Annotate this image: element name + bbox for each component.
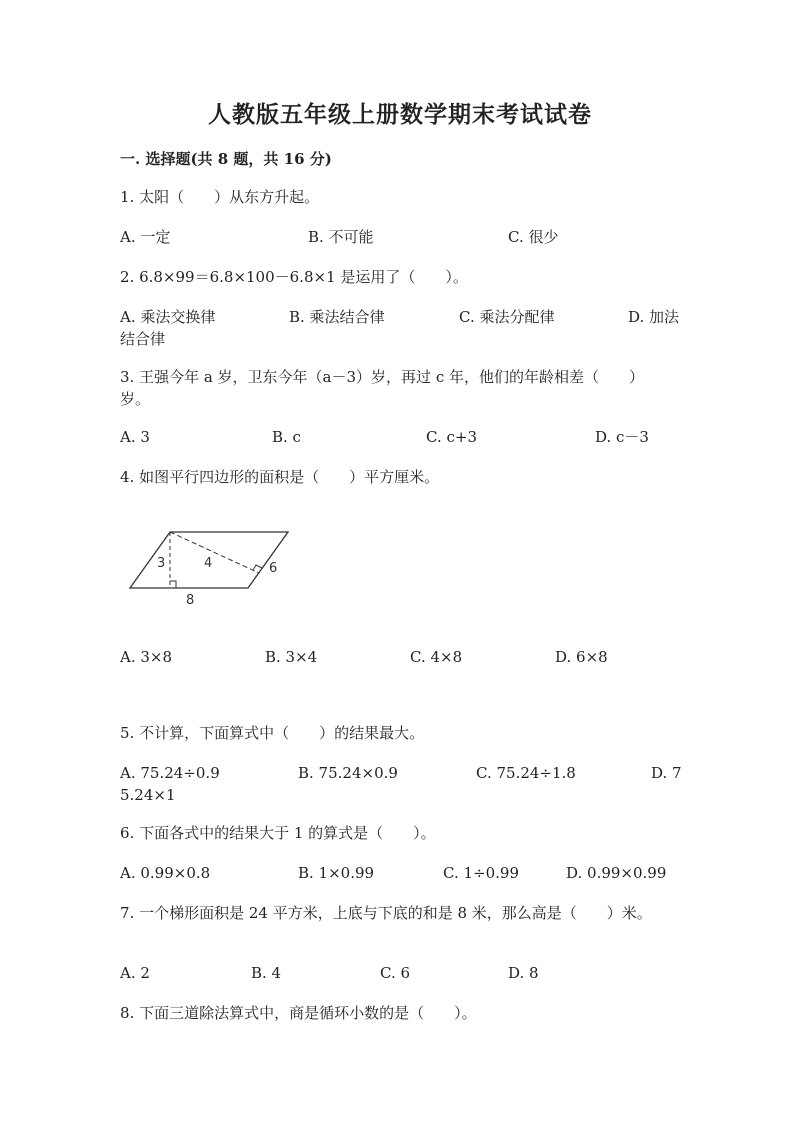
q2-option-d-continued: 结合律 <box>120 330 166 348</box>
label-height-3: 3 <box>157 556 166 571</box>
parallelogram-figure <box>120 520 300 610</box>
question-6: 6. 下面各式中的结果大于 1 的算式是（ ）。 <box>120 824 436 842</box>
q6-option-b: B. 1×0.99 <box>298 864 375 882</box>
q6-option-a: A. 0.99×0.8 <box>120 864 211 882</box>
question-1: 1. 太阳（ ）从东方升起。 <box>120 188 320 206</box>
q5-option-b: B. 75.24×0.9 <box>298 764 398 782</box>
q7-option-a: A. 2 <box>120 964 150 982</box>
q2-option-c: C. 乘法分配律 <box>459 308 555 326</box>
q5-option-c: C. 75.24÷1.8 <box>476 764 576 782</box>
q4-option-b: B. 3×4 <box>265 648 318 666</box>
question-7: 7. 一个梯形面积是 24 平方米，上底与下底的和是 8 米，那么高是（ ）米。 <box>120 904 652 922</box>
section-heading: 一. 选择题(共 8 题，共 16 分) <box>120 150 332 168</box>
label-side-6: 6 <box>269 561 278 576</box>
question-3: 3. 王强今年 a 岁，卫东今年（a－3）岁，再过 c 年，他们的年龄相差（ ） <box>120 368 644 386</box>
q4-option-d: D. 6×8 <box>555 648 608 666</box>
question-2: 2. 6.8×99＝6.8×100－6.8×1 是运用了（ ）。 <box>120 268 468 286</box>
q1-option-c: C. 很少 <box>508 228 559 246</box>
page-title: 人教版五年级上册数学期末考试试卷 <box>208 101 592 128</box>
q5-option-a: A. 75.24÷0.9 <box>120 764 220 782</box>
q7-option-d: D. 8 <box>508 964 539 982</box>
q3-option-d: D. c－3 <box>595 428 649 446</box>
question-3-continued: 岁。 <box>120 390 151 408</box>
q2-option-a: A. 乘法交换律 <box>120 308 216 326</box>
q4-option-c: C. 4×8 <box>410 648 463 666</box>
q5-option-d-continued: 5.24×1 <box>120 786 176 804</box>
q2-option-d: D. 加法 <box>628 308 680 326</box>
q3-option-b: B. c <box>272 428 301 446</box>
q1-option-a: A. 一定 <box>120 228 171 246</box>
question-5: 5. 不计算，下面算式中（ ）的结果最大。 <box>120 724 425 742</box>
label-base-8: 8 <box>186 593 195 608</box>
q3-option-c: C. c+3 <box>426 428 477 446</box>
q7-option-c: C. 6 <box>380 964 411 982</box>
q5-option-d: D. 7 <box>651 764 682 782</box>
q1-option-b: B. 不可能 <box>308 228 374 246</box>
right-angle-mark-base <box>170 581 176 588</box>
label-height-4: 4 <box>204 556 213 571</box>
question-8: 8. 下面三道除法算式中，商是循环小数的是（ ）。 <box>120 1004 477 1022</box>
q4-option-a: A. 3×8 <box>120 648 173 666</box>
q3-option-a: A. 3 <box>120 428 150 446</box>
question-4: 4. 如图平行四边形的面积是（ ）平方厘米。 <box>120 468 440 486</box>
q2-option-b: B. 乘法结合律 <box>289 308 385 326</box>
q6-option-c: C. 1÷0.99 <box>443 864 519 882</box>
q6-option-d: D. 0.99×0.99 <box>566 864 667 882</box>
q7-option-b: B. 4 <box>251 964 282 982</box>
height-line-4 <box>170 532 259 573</box>
